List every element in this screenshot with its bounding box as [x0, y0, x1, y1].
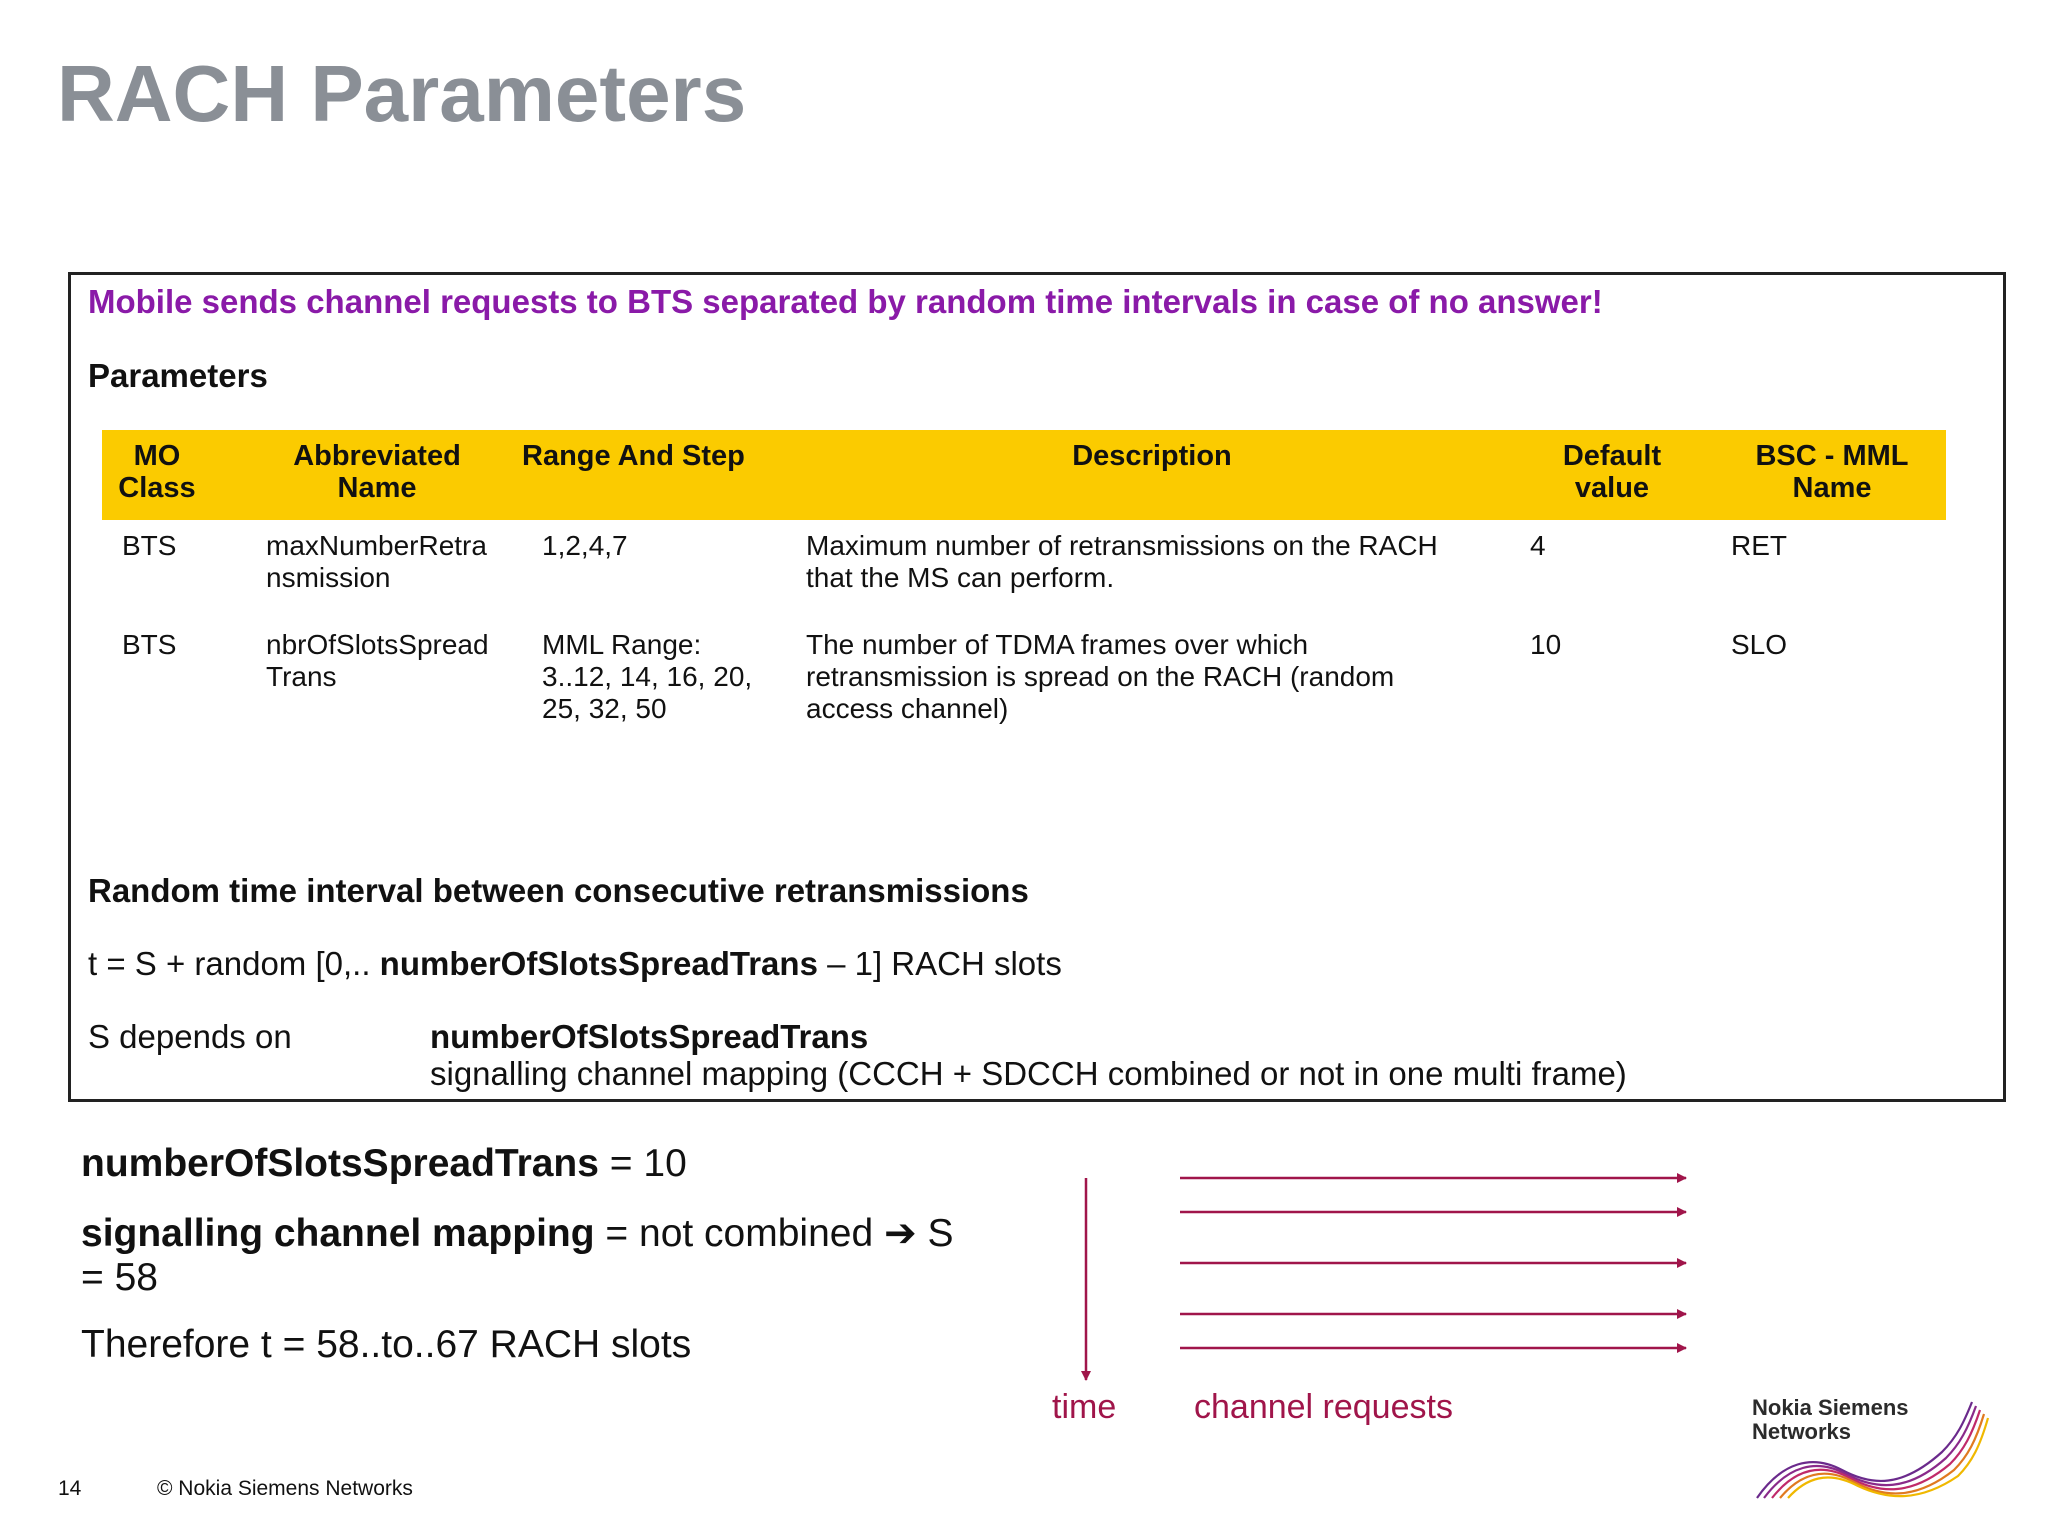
cell-line: that the MS can perform.	[806, 562, 1115, 593]
cell-mo-class: BTS	[122, 530, 177, 561]
headline: Mobile sends channel requests to BTS separated by random time intervals in case of no answer!	[88, 283, 1603, 320]
header-text: Abbreviated	[293, 440, 461, 472]
cell-line: 25, 32, 50	[542, 693, 667, 724]
result-value-continued: = 58	[81, 1256, 158, 1299]
interval-heading: Random time interval between consecutive retransmissions	[88, 872, 1029, 909]
cell-mo-class: BTS	[122, 629, 177, 660]
cell-description	[806, 530, 1438, 594]
copyright: © Nokia Siemens Networks	[157, 1477, 413, 1500]
header-description	[1002, 440, 1302, 472]
result-line-1	[81, 1142, 687, 1186]
header-range-and-step	[522, 440, 762, 472]
header-text: Range And Step	[522, 440, 745, 472]
result-line-2	[81, 1212, 954, 1300]
cell-line: nbrOfSlotsSpread	[266, 629, 489, 660]
header-text: Name	[1792, 472, 1872, 504]
nokia-siemens-logo	[1752, 1392, 1996, 1502]
header-text: MO	[133, 440, 181, 472]
cell-abbreviated-name	[266, 530, 487, 594]
cell-abbreviated-name	[266, 629, 489, 693]
formula-suffix: – 1] RACH slots	[817, 945, 1062, 982]
logo-line: Nokia Siemens	[1752, 1395, 1909, 1420]
cell-line: access channel)	[806, 693, 1009, 724]
result-value: = not combined ➔ S	[594, 1212, 954, 1255]
result-value: = 10	[598, 1142, 687, 1185]
page-number: 14	[58, 1477, 82, 1500]
slide-title: RACH Parameters	[57, 49, 747, 138]
header-text: Default	[1562, 440, 1662, 472]
result-parameter: numberOfSlotsSpreadTrans	[81, 1142, 599, 1185]
result-parameter: signalling channel mapping	[81, 1212, 595, 1255]
header-bsc-mml-name	[1742, 440, 1922, 504]
formula-parameter: numberOfSlotsSpreadTrans	[379, 945, 818, 982]
cell-description	[806, 629, 1394, 725]
header-text: Class	[118, 472, 196, 504]
channel-requests-label: channel requests	[1194, 1388, 1453, 1426]
parameters-label: Parameters	[88, 357, 268, 394]
header-text: BSC - MML	[1755, 440, 1909, 472]
header-abbreviated-name	[272, 440, 482, 504]
cell-line: The number of TDMA frames over which	[806, 629, 1309, 660]
table-header	[102, 430, 1946, 520]
cell-bsc-mml-name: SLO	[1731, 629, 1788, 660]
cell-line: 1,2,4,7	[542, 530, 628, 561]
cell-line: MML Range:	[542, 629, 702, 660]
header-default-value	[1542, 440, 1682, 504]
channel-request-diagram	[1030, 1160, 1700, 1390]
cell-line: nsmission	[266, 562, 391, 593]
result-line-3: Therefore t = 58..to..67 RACH slots	[81, 1323, 692, 1366]
cell-line: Maximum number of retransmissions on the RACH	[806, 530, 1438, 561]
cell-bsc-mml-name: RET	[1731, 530, 1787, 561]
formula-prefix: t = S + random [0,..	[88, 945, 380, 982]
time-label: time	[1052, 1388, 1117, 1426]
logo-line: Networks	[1752, 1419, 1852, 1444]
cell-range-and-step	[542, 530, 628, 562]
header-text: Name	[337, 472, 417, 504]
cell-line: maxNumberRetra	[266, 530, 487, 561]
s-depends-item: signalling channel mapping (CCCH + SDCCH combined or not in one multi frame)	[430, 1055, 1627, 1092]
s-depends-item: numberOfSlotsSpreadTrans	[430, 1018, 869, 1055]
cell-default-value: 10	[1530, 629, 1562, 660]
header-text: Description	[1072, 440, 1232, 472]
cell-line: retransmission is spread on the RACH (random	[806, 661, 1395, 692]
interval-formula	[88, 945, 1062, 983]
header-mo-class	[112, 440, 202, 504]
header-text: value	[1574, 472, 1650, 504]
s-depends-label: S depends on	[88, 1018, 292, 1055]
cell-default-value: 4	[1530, 530, 1546, 561]
cell-line: 3..12, 14, 16, 20,	[542, 661, 753, 692]
cell-range-and-step	[542, 629, 752, 725]
cell-line: Trans	[266, 661, 337, 692]
logo-wave-icon	[1752, 1392, 1996, 1502]
